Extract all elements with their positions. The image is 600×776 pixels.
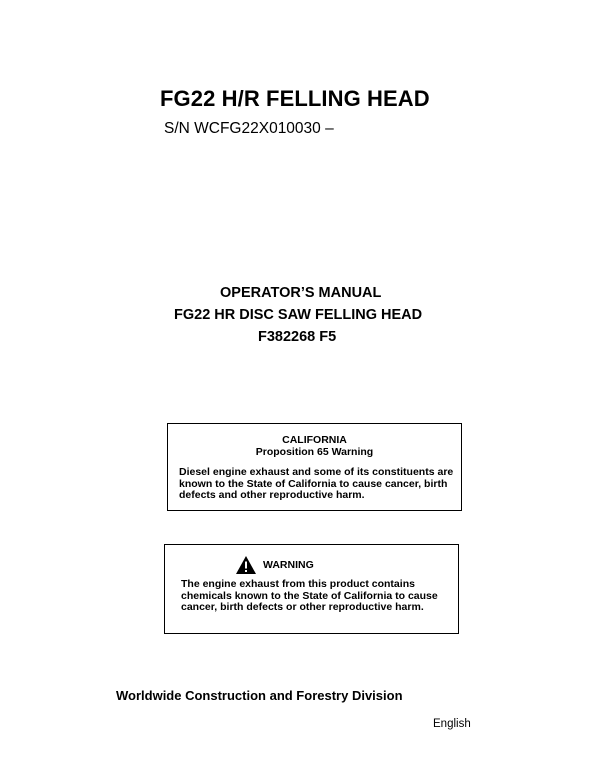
warning-body-text: The engine exhaust from this product contains chemicals known to the State of California to cause cancer, birth defects or other reproductive harm.	[181, 578, 438, 613]
warning-header	[235, 554, 314, 576]
document-title: FG22 H/R FELLING HEAD	[160, 86, 430, 111]
prop65-heading-title: Proposition 65 Warning	[255, 446, 374, 458]
warning-label: WARNING	[263, 559, 314, 571]
warning-triangle-icon	[235, 555, 257, 575]
manual-part-number: F382268 F5	[258, 329, 337, 345]
prop65-heading-state: CALIFORNIA	[282, 434, 347, 446]
prop65-heading	[168, 434, 461, 458]
manual-product: FG22 HR DISC SAW FELLING HEAD	[174, 307, 423, 323]
manual-type: OPERATOR’S MANUAL	[220, 285, 382, 301]
engine-exhaust-warning-box	[164, 544, 459, 634]
division-name: Worldwide Construction and Forestry Division	[116, 688, 403, 703]
california-prop65-box	[167, 423, 462, 511]
prop65-body-text: Diesel engine exhaust and some of its constituents are known to the State of California to cause cancer, birth defects and other reproductive harm.	[179, 466, 454, 501]
serial-number: S/N WCFG22X010030 –	[164, 120, 334, 137]
language-label: English	[433, 718, 471, 730]
